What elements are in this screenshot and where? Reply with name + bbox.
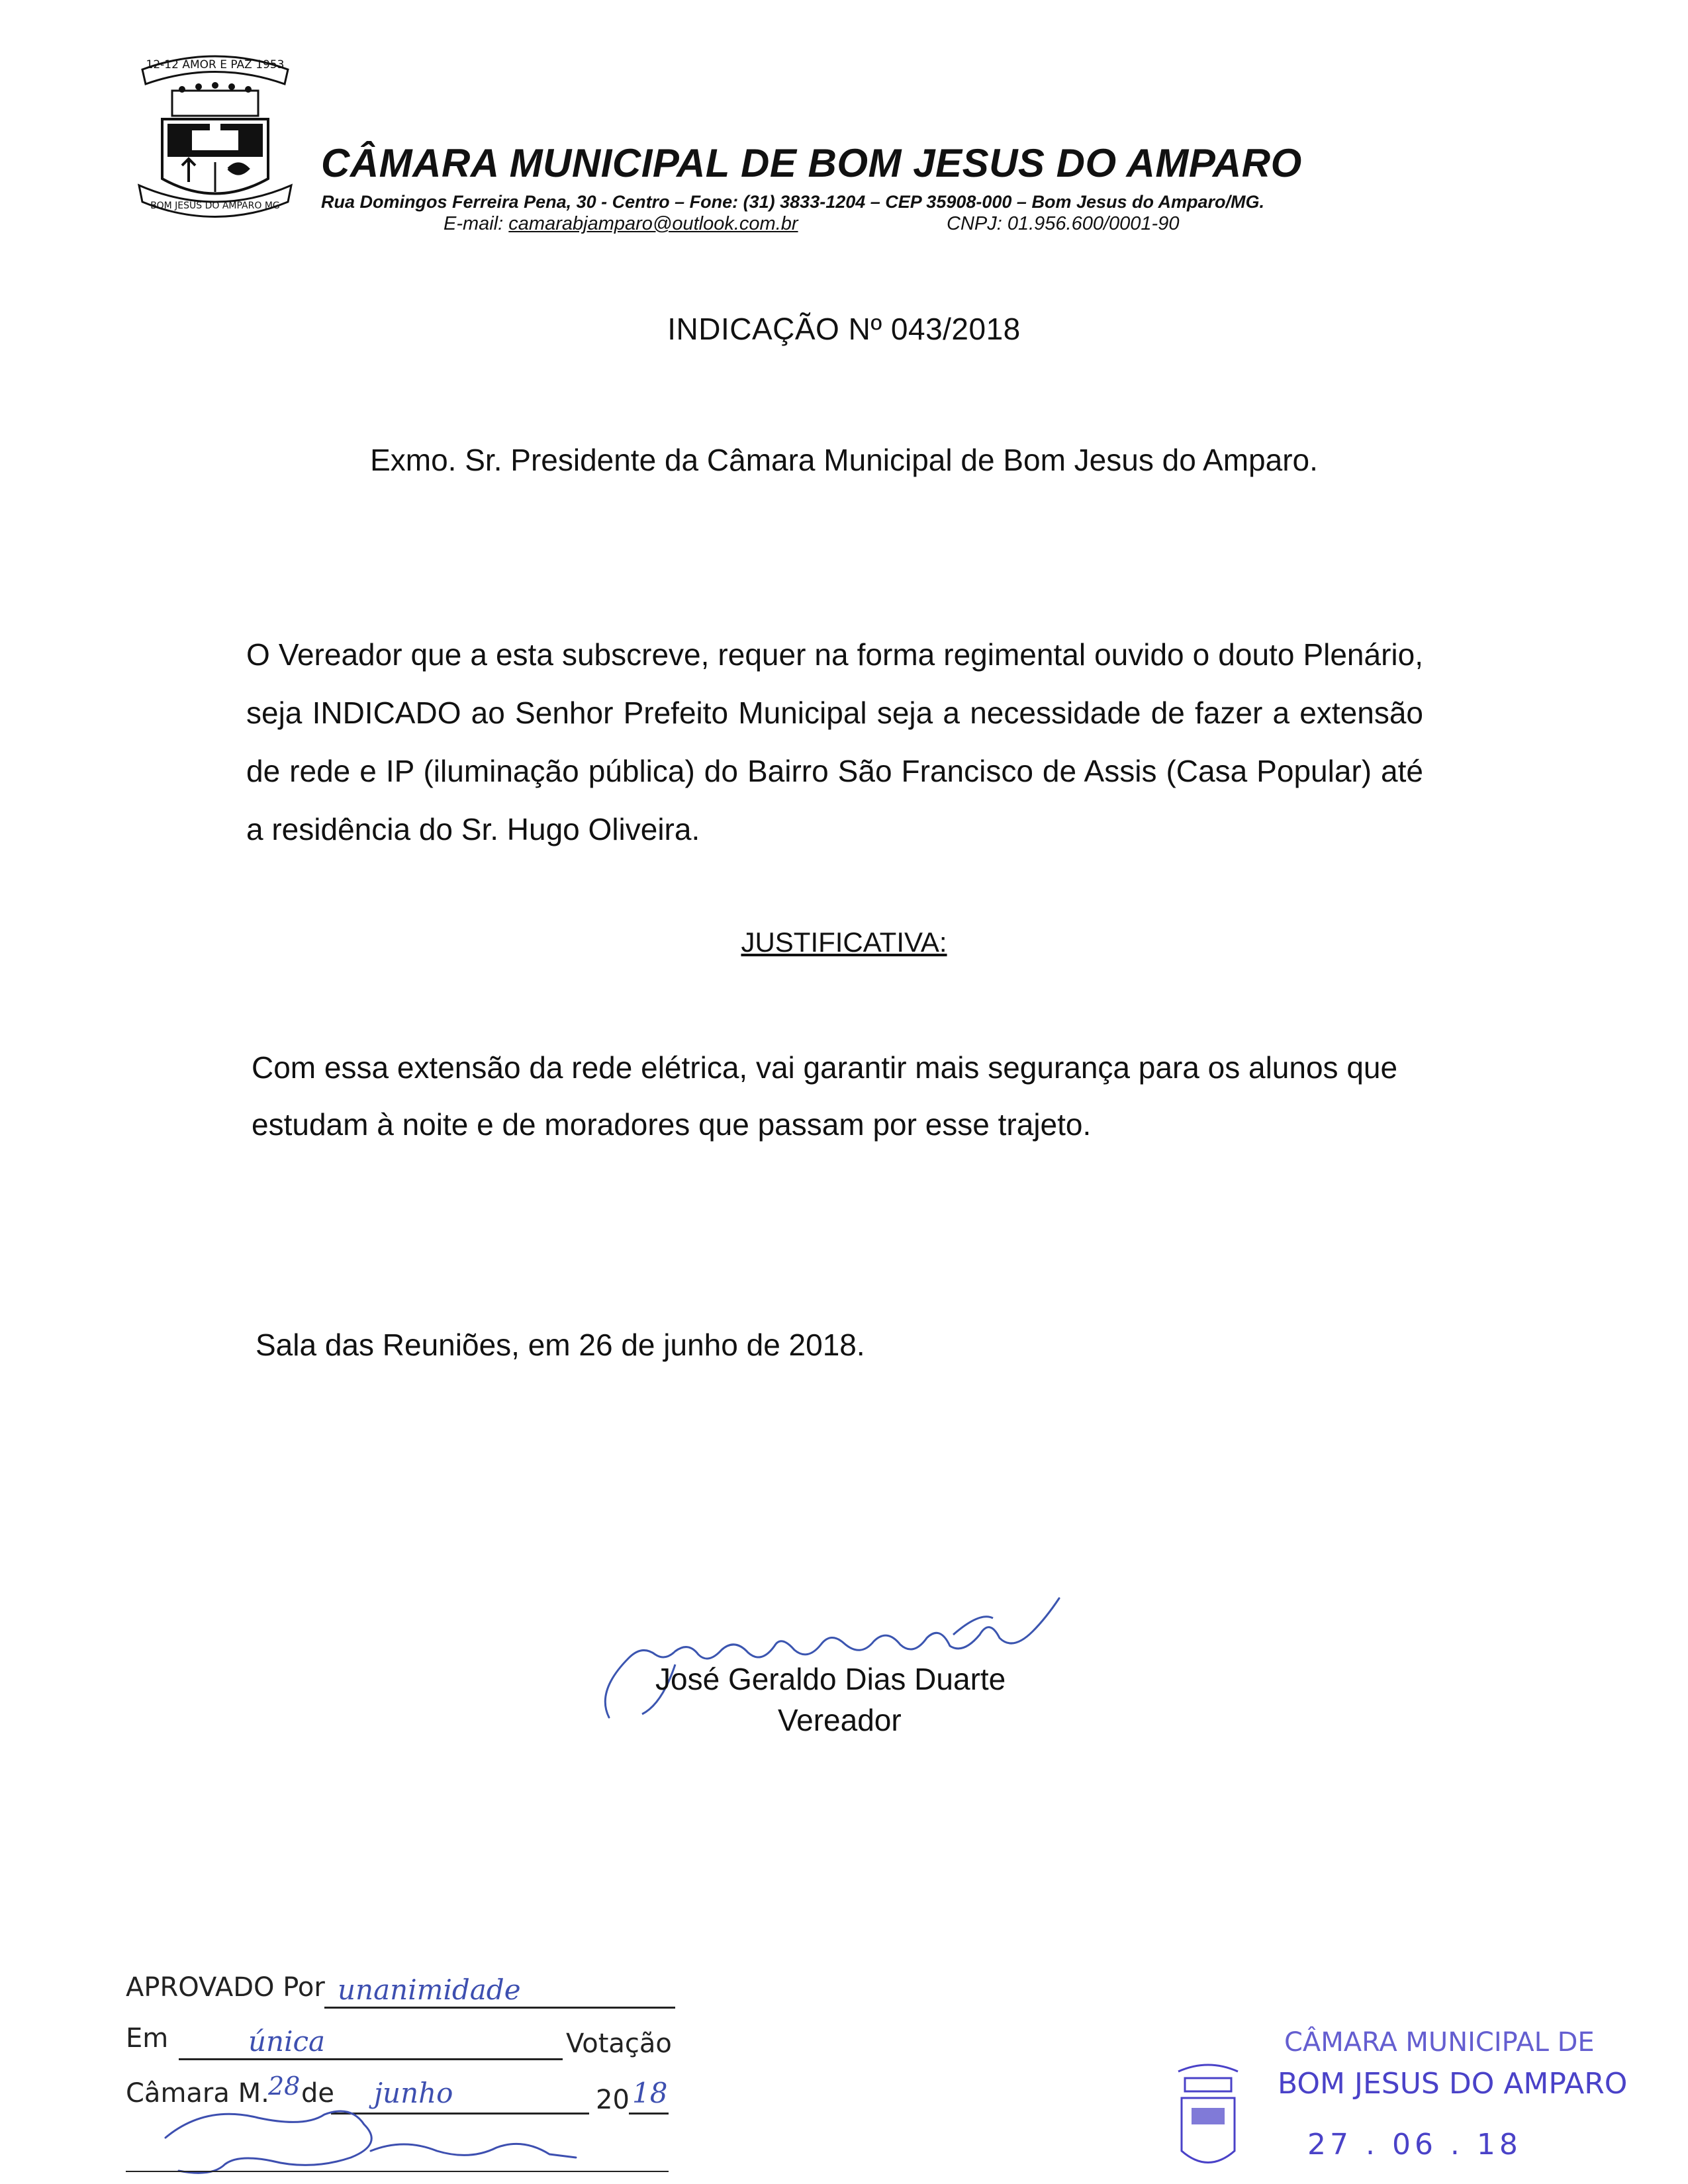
document-title: INDICAÇÃO Nº 043/2018 <box>667 312 1021 346</box>
approval-by-value: unanimidade <box>338 1974 521 2006</box>
handwritten-signature <box>583 1572 1086 1724</box>
approval-em-value: única <box>248 2025 326 2058</box>
body-paragraph: O Vereador que a esta subscreve, requer na forma regimental ouvido o douto Plenário, seja INDICADO ao Senhor Prefeito Municipal seja a necessidade de fazer a extensão de rede e IP (iluminação pública) do Bairro São Francisco de Assis (Casa Popular) até a residência do Sr. Hugo Oliveira. <box>246 637 1423 846</box>
stamp-line2: BOM JESUS DO AMPARO <box>1278 2067 1628 2101</box>
approval-votacao-label: Votação <box>566 2028 672 2059</box>
approval-block <box>126 1959 708 2184</box>
logo-top-banner-text: 12-12 AMOR E PAZ 1953 <box>146 58 285 71</box>
justificativa-heading: JUSTIFICATIVA: <box>741 927 947 958</box>
approval-day: 28 <box>268 2071 301 2101</box>
approval-by-label: APROVADO Por <box>126 1972 325 2003</box>
approval-month: junho <box>374 2077 453 2109</box>
stamp-date: 27 . 06 . 18 <box>1307 2128 1522 2161</box>
justificativa-text: Com essa extensão da rede elétrica, vai garantir mais segurança para os alunos que estudam à noite e de moradores que passam por esse trajeto. <box>252 1050 1398 1142</box>
approval-year: 18 <box>632 2077 668 2109</box>
approval-year-prefix: 20 <box>596 2085 630 2115</box>
signer-name: José Geraldo Dias Duarte <box>655 1662 1006 1696</box>
approval-year-line <box>629 2113 669 2115</box>
salutation: Exmo. Sr. Presidente da Câmara Municipal de Bom Jesus do Amparo. <box>370 443 1318 477</box>
email-label: E-mail: <box>444 213 509 234</box>
approval-de-label: de <box>301 2078 334 2109</box>
organization-name: CÂMARA MUNICIPAL DE BOM JESUS DO AMPARO <box>321 141 1302 185</box>
approval-em-line <box>179 2058 563 2060</box>
approval-bottom-line <box>126 2171 669 2172</box>
place-date: Sala das Reuniões, em 26 de junho de 2018. <box>256 1328 865 1362</box>
approval-by-line <box>324 2007 675 2009</box>
stamp-line1: CÂMARA MUNICIPAL DE <box>1284 2027 1595 2058</box>
email-link[interactable]: camarabjamparo@outlook.com.br <box>508 213 798 234</box>
approval-camara-label: Câmara M. <box>126 2078 269 2109</box>
municipal-coat-of-arms-logo <box>136 43 295 218</box>
cnpj: CNPJ: 01.956.600/0001-90 <box>947 213 1180 234</box>
approval-em-label: Em <box>126 2023 169 2054</box>
email-line <box>444 213 798 235</box>
signer-role: Vereador <box>778 1703 902 1737</box>
stamp-coat-of-arms-icon <box>1172 2058 1244 2184</box>
logo-bottom-banner-text: BOM JESUS DO AMPARO MG <box>150 201 280 211</box>
organization-address: Rua Domingos Ferreira Pena, 30 - Centro – Fone: (31) 3833-1204 – CEP 35908-000 – Bom Jesus do Amparo/MG. <box>321 192 1265 212</box>
received-stamp <box>1165 2028 1668 2184</box>
